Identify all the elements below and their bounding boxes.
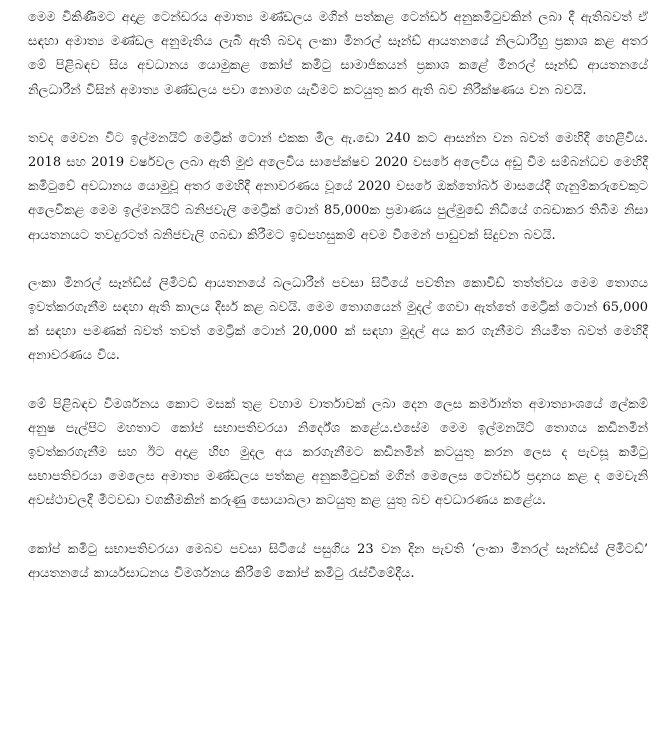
paragraph-gap xyxy=(28,514,648,538)
paragraph-ilmenite-price: තවද මෙවන විට ඉල්මනයිට් මෙට්‍රික් ටොන් එකක මිල ඇ.ඩො 240 කට ආසන්න වන බවත් මෙහිදී හෙළිවිය. 2018 සහ 2019 වර්ෂවල ලබා ඇති මුළු අලෙවිය සාපේක්ෂව 2020 වසරේ අලෙවිය අඩු වීම සම්බන්ධව මෙහිදී කමිටුවේ අවධානය යොමුවූ අතර මෙහිදී අනාවරණය වූයේ 2020 වසරේ ඔක්තෝබර් මාසයේදී ගැනුම්කරුවෙකුට අලෙවිකළ මෙම ඉල්මනයිට් බනිජවැලි මෙට්‍රික් ටොන් 85,000ක ප්‍රමාණය පුල්මුඩේ නිධියේ ගබඩාකර තිබීම නිසා ආයතනයට තවදුරටත් බනිජවැලි ගබඩා කිරීමට ඉඩපහසුකම් අවම වීමෙන් පාඩුවක් සිදුවන බවයි. xyxy=(28,130,648,243)
paragraph-gap xyxy=(28,103,648,127)
paragraph-gap xyxy=(28,248,648,272)
paragraph-gap xyxy=(28,369,648,393)
paragraph-cope-meeting: කෝප් කමිටු සභාපතිවරයා මෙබව පවසා සිටියේ පසුගිය 23 වන දින පැවති ‘ලංකා මිනරල් සෑන්ඩ්ස් ලිමිටඩ්’ ආයතනයේ කාර්යසාධනය විමර්ශනය කිරීමේ කෝප් කමිටු රැස්වීමේදීය. xyxy=(28,541,648,581)
paragraph-investigation: මේ පිළිබඳව විමර්ශනය කොට මසක් තුළ වහාම වාර්තාවක් ලබා දෙන ලෙස කර්මාන්ත අමාත්‍යාංශයේ ලේකම් අනුෂ පැල්පිට මහතාට කෝප් සභාපතිවරයා නිර්දේශ කළේය.එසේම මෙම ඉල්මනයිට් තොගය කඩිනමින් ඉවත්කරගැනීම සහ ඊට අදාළ හිඟ මුදල අය කරගැනීමට කඩිනමින් කටයුතු කරන ලෙස ද පැවසූ කමිටු සභාපතිවරයා මෙලෙස අමාත්‍ය මණ්ඩලය පත්කළ අනුකමිටුවක් මගින් මෙලෙස ටෙන්ඩර් ප්‍රදානය කළ ද මෙවැනි අවස්ථාවලදී මීටවඩා වගකීමකින් කරුණු සොයාබලා කටයුතු කළ යුතු බව අවධාරණය කළේය. xyxy=(28,396,648,509)
paragraph-tender-approval: මෙම විකිණීමට අදාළ ටෙන්ඩරය අමාත්‍ය මණ්ඩලය මගින් පත්කළ ටෙන්ඩර් අනුකමිටුවකින් ලබා දී ඇතිබවත් ඒ සඳහා අමාත්‍ය මණ්ඩල අනුමැතිය ලැබී ඇති බවද ලංකා මිනරල් සෑන්ඩ් ආයතනයේ නිලධාරීහු ප්‍රකාශ කළ අතර මේ පිළිබඳව සිය අවධානය යොමුකළ කෝප් කමිටු සාමාජිකයන් ප්‍රකාශ කළේ මිනරල් සෑන්ඩ් ආයතනයේ නිලධාරීන් විසින් අමාත්‍ය මණ්ඩලය පවා නොමග යැවීමට කටයුතු කර ඇති බව නිරීක්ෂණය වන බවයි. xyxy=(28,10,648,98)
paragraph-covid-situation: ලංකා මිනරල් සෑන්ඩ්ස් ලිමිටඩ් ආයතනයේ බලධාරීන් පවසා සිටියේ පවතින කොවිඩ් තත්ත්වය මෙම තොගය ඉවත්කරගැනීම සඳහා ඇති කාලය දීර්ඝ කළ බවයි. මෙම තොගයෙන් මුදල් ගෙවා ඇත්තේ මෙට්‍රික් ටොන් 65,000 ක් සඳහා පමණක් බවත් තවත් මෙට්‍රික් ටොන් 20,000 ක් සඳහා මුදල් අය කර ගැනීමට නියමිත බවත් මෙහිදී අනාවරණය විය. xyxy=(28,275,648,364)
